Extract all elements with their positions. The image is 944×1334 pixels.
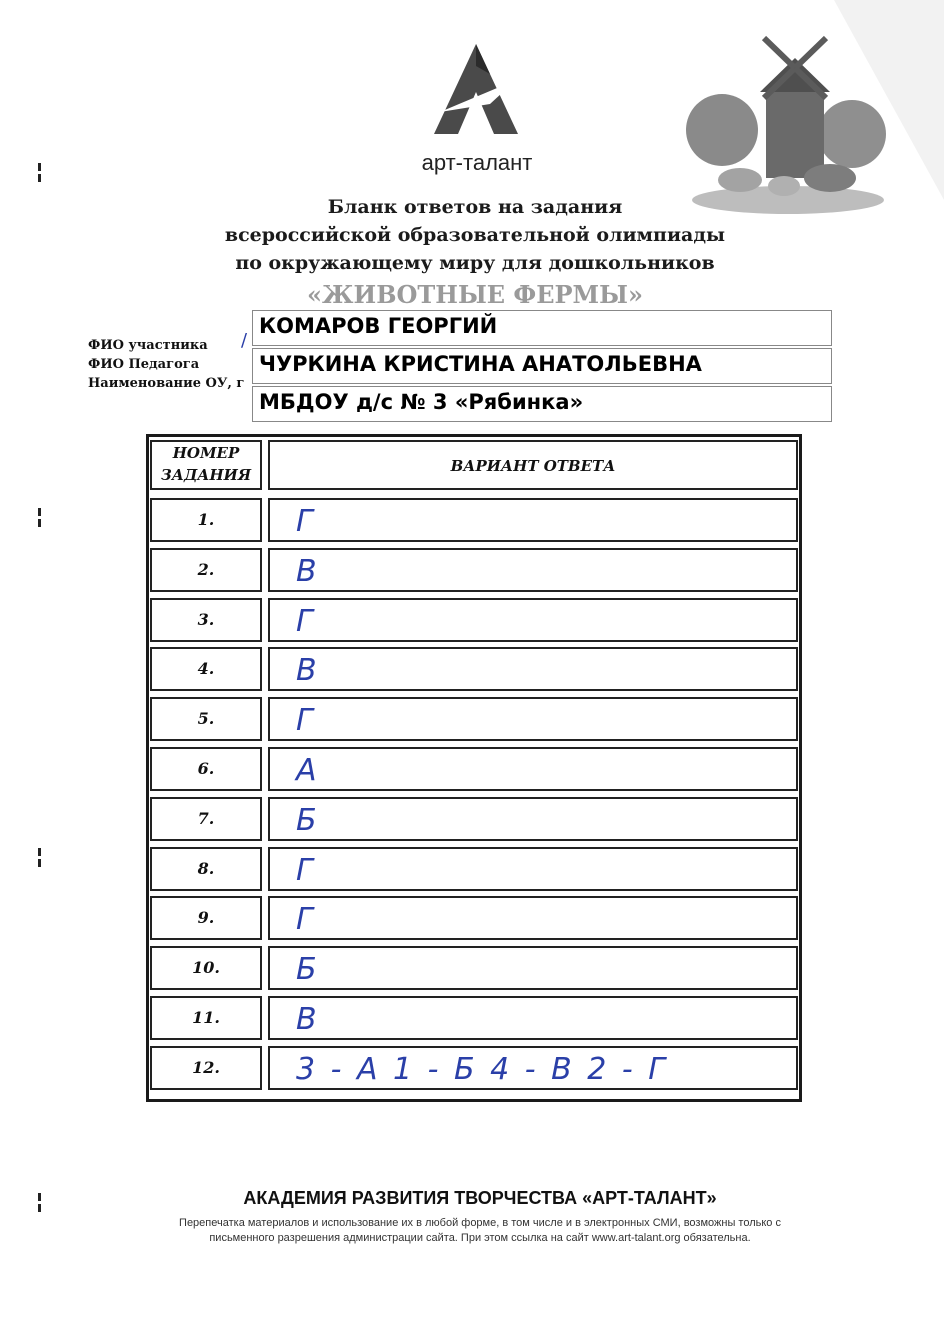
punch-holes [38, 505, 46, 535]
answer-cell[interactable]: 3 - А 1 - Б 4 - В 2 - Г [268, 1046, 798, 1090]
table-row [150, 697, 798, 741]
title-line-2: всероссийской образовательной олимпиады [224, 224, 726, 246]
task-number: 9. [150, 896, 262, 940]
task-number: 11. [150, 996, 262, 1040]
answer-cell[interactable]: Г [268, 498, 798, 542]
task-number: 8. [150, 847, 262, 891]
task-number: 1. [150, 498, 262, 542]
answer-cell[interactable]: А [268, 747, 798, 791]
answer-cell[interactable]: Г [268, 697, 798, 741]
task-number: 2. [150, 548, 262, 592]
copyright-note [110, 1216, 850, 1246]
task-number: 5. [150, 697, 262, 741]
answer-cell[interactable]: Г [268, 598, 798, 642]
table-row [150, 747, 798, 791]
punch-holes [38, 845, 46, 875]
institution-label: Наименование ОУ, г [88, 376, 245, 391]
participant-field[interactable]: КОМАРОВ ГЕОРГИЙ [252, 310, 832, 346]
olympiad-name: «ЖИВОТНЫЕ ФЕРМЫ» [307, 280, 643, 309]
farm-illustration-icon [680, 30, 890, 220]
number-header-line1: НОМЕР [172, 444, 240, 462]
table-row [150, 797, 798, 841]
table-row [150, 647, 798, 691]
number-header-line2: ЗАДАНИЯ [160, 466, 252, 484]
table-row [150, 996, 798, 1040]
task-number: 12. [150, 1046, 262, 1090]
table-row [150, 946, 798, 990]
task-number: 7. [150, 797, 262, 841]
table-row [150, 548, 798, 592]
teacher-label: ФИО Педагога [88, 357, 200, 372]
copyright-line-1: Перепечатка материалов и использование их в любой форме, в том числе и в электронных СМИ, возможны только с [179, 1217, 781, 1229]
task-number: 6. [150, 747, 262, 791]
table-row [150, 896, 798, 940]
answer-cell[interactable]: Г [268, 896, 798, 940]
answer-cell[interactable]: Г [268, 847, 798, 891]
answer-column-header: ВАРИАНТ ОТВЕТА [268, 440, 798, 490]
participant-label: ФИО участника [88, 338, 208, 353]
title-line-1: Бланк ответов на задания [327, 196, 623, 218]
answer-cell[interactable]: Б [268, 797, 798, 841]
institution-field[interactable]: МБДОУ д/с № 3 «Рябинка» [252, 386, 832, 422]
copyright-line-2: письменного разрешения администрации сайта. При этом ссылка на сайт www.art-talant.org обязательна. [209, 1232, 751, 1244]
answer-cell[interactable]: В [268, 647, 798, 691]
number-column-header [150, 440, 262, 490]
table-row [150, 498, 798, 542]
table-row [150, 1046, 798, 1090]
table-row [150, 847, 798, 891]
task-number: 10. [150, 946, 262, 990]
title-line-3: по окружающему миру для дошкольников [235, 252, 715, 274]
punch-holes [38, 1190, 46, 1220]
teacher-field[interactable]: ЧУРКИНА КРИСТИНА АНАТОЛЬЕВНА [252, 348, 832, 384]
answer-cell[interactable]: Б [268, 946, 798, 990]
academy-name: АКАДЕМИЯ РАЗВИТИЯ ТВОРЧЕСТВА «АРТ-ТАЛАНТ» [243, 1188, 717, 1208]
brand-name: арт-талант [421, 150, 533, 175]
table-row [150, 598, 798, 642]
answer-cell[interactable]: В [268, 548, 798, 592]
pen-mark: / [241, 330, 248, 351]
punch-holes [38, 160, 46, 190]
art-talant-logo-icon [430, 42, 522, 142]
answer-cell[interactable]: В [268, 996, 798, 1040]
task-number: 3. [150, 598, 262, 642]
task-number: 4. [150, 647, 262, 691]
